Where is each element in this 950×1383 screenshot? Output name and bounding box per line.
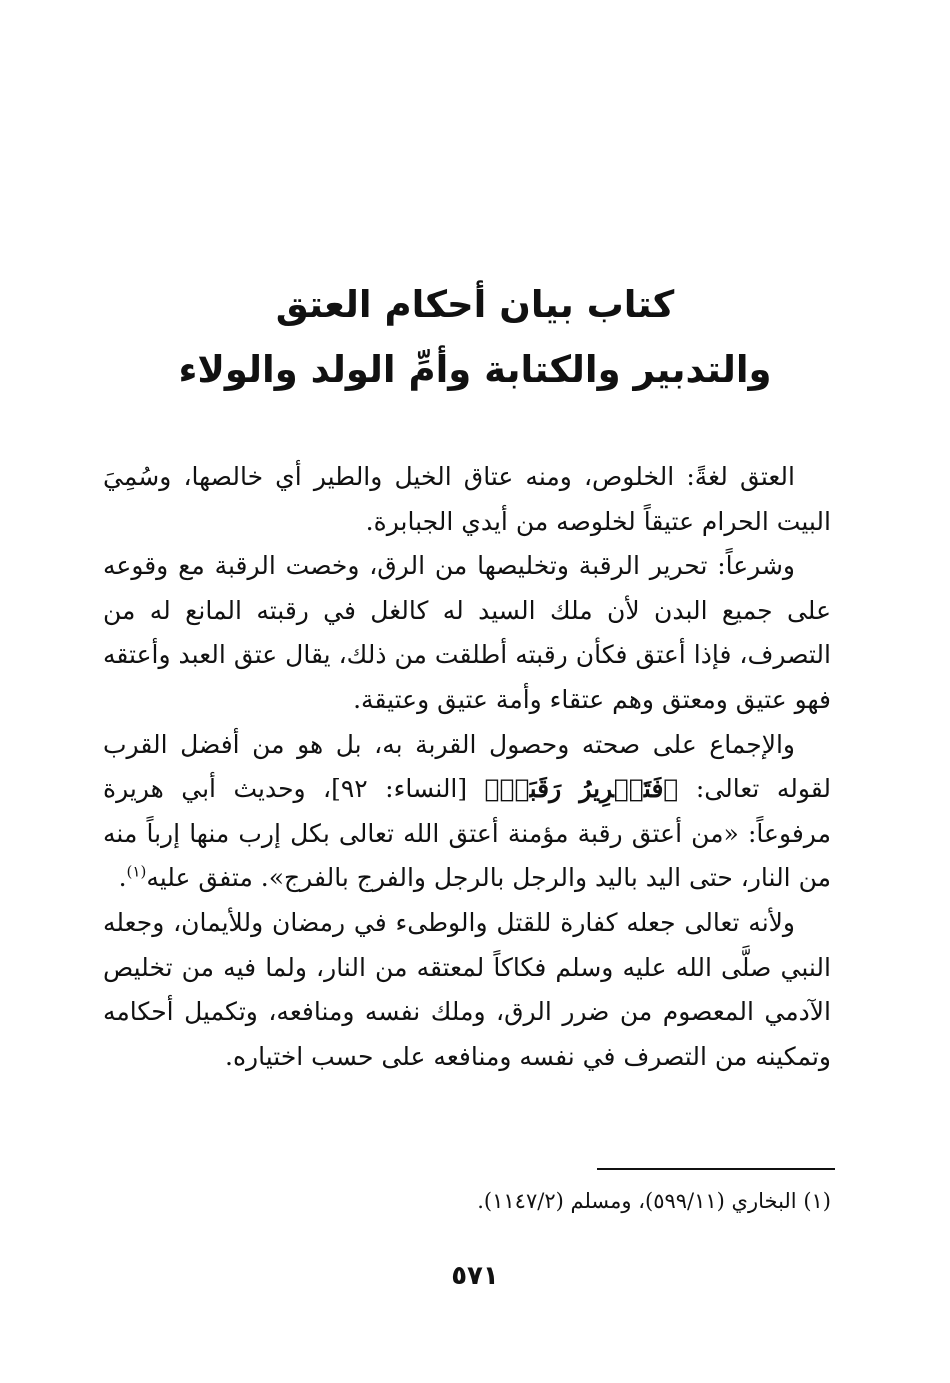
body-text <box>103 455 831 1079</box>
evidence-hadith: [النساء: ٩٢]، وحديث أبي هريرة مرفوعاً: «من أعتق رقبة مؤمنة أعتق الله تعالى بكل إرب منها إرباً منه من النار، حتى اليد باليد والرجل بالرجل والفرج بالفرج». متفق عليه <box>103 774 831 893</box>
paragraph-wisdom: ولأنه تعالى جعله كفارة للقتل والوطىء في رمضان وللأيمان، وجعله النبي صلَّى الله عليه وسلم فكاكاً لمعتقه من النار، ولما فيه من تخليص الآدمي المعصوم من ضرر الرق، وملك نفسه ومنافعه، وتكميل أحكامه وتمكينه من التصرف في نفسه ومنافعه على حسب اختياره. <box>103 907 831 1071</box>
sentence-end: . <box>118 863 127 893</box>
paragraph-definition-legal: وشرعاً: تحرير الرقبة وتخليصها من الرق، وخصت الرقبة مع وقوعه على جميع البدن لأن ملك السيد له كالغل في رقبته المانع له من التصرف، فإذا أعتق فكأن رقبته أطلقت من ذلك، يقال عتق العبد وأعتقه فهو عتيق ومعتق وهم عتقاء وأمة عتيق وعتيقة. <box>103 551 831 714</box>
chapter-title-line-1: كتاب بيان أحكام العتق <box>275 283 675 326</box>
evidence-intro: والإجماع على صحته وحصول القربة به، بل هو من أفضل القرب لقوله تعالى: <box>103 729 832 804</box>
quran-verse: ﴿فَتَحۡرِيرُ رَقَبَةٖ﴾ <box>484 774 679 804</box>
footnote: (١) البخاري (٥٩٩/١١)، ومسلم (١١٤٧/٢). <box>477 1189 831 1213</box>
chapter-title-line-2: والتدبير والكتابة وأمِّ الولد والولاء <box>178 348 772 391</box>
footnote-divider <box>597 1168 835 1170</box>
paragraph-definition-linguistic: العتق لغةً: الخلوص، ومنه عتاق الخيل والطير أي خالصها، وسُمِيَ البيت الحرام عتيقاً لخلوصه من أيدي الجبابرة. <box>103 462 831 536</box>
page-number: ٥٧١ <box>451 1261 499 1291</box>
paragraph-evidence <box>103 723 831 901</box>
footnote-reference[interactable]: (١) <box>126 863 147 882</box>
